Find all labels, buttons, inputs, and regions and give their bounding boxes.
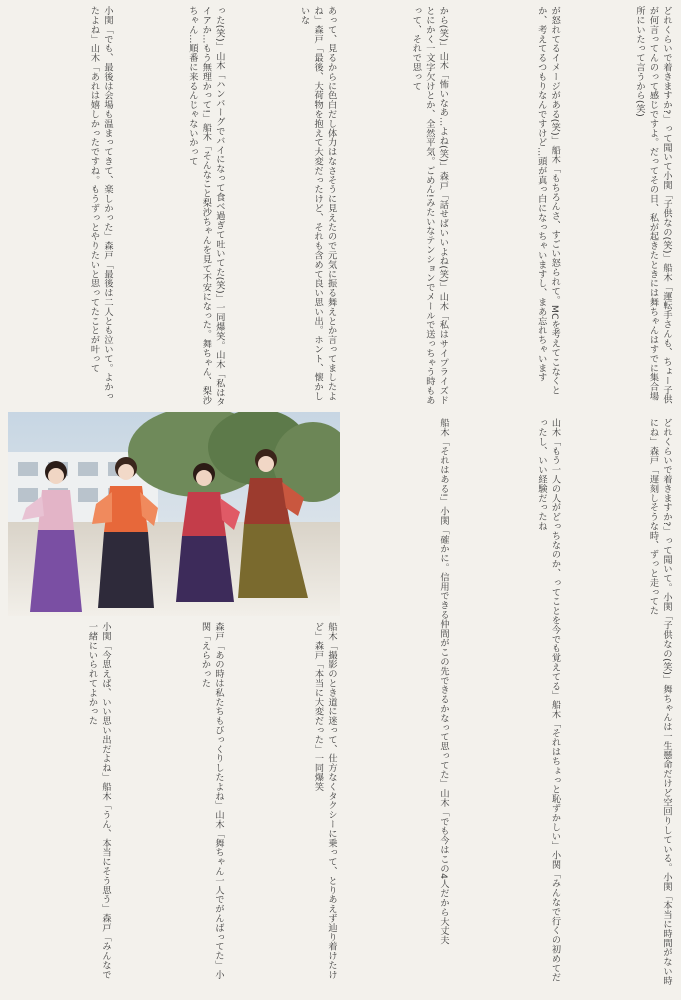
text-column: 森戸「あの時は私たちもびっくりしたよね」山木「舞ちゃん一人でがんばってた」小関「えらかった <box>199 622 224 980</box>
photo-illustration <box>8 412 340 616</box>
text-column: どれくらいで着きますか?」って聞いて。小関「子供なの(笑)」舞ちゃんは一生懸命だけど空回りしている。小関「本当に時間がない時にね」森戸「遅刻しそうな時、ずっと走ってた <box>647 418 672 986</box>
bottom-left-text-area <box>8 622 338 988</box>
text-column: 船木「それはある!」小関「確かに。信用できる仲間がこの先できるかなって思ってた」山木「でも今はこの4人だから大丈夫 <box>438 418 449 945</box>
group-photo <box>8 412 340 616</box>
bottom-right-text-area <box>346 418 673 988</box>
top-text-area <box>8 6 673 408</box>
text-column: 船木「撮影のとき道に迷って、仕方なくタクシーに乗って、とりあえず辿り着けたけど」森戸「本当に大変だった」一同爆笑 <box>312 622 337 980</box>
text-column: どれくらいで着きますか?」って聞いて小関「子供なの(笑)」船木「運転手さんも、ちょー子供が何言ってんのって感じですよ。だってその日、私が起きたときには舞ちゃんはすでに集合場所にいたって言うから(笑) <box>633 6 672 405</box>
text-column: 小関「今思えば、いい思い出だよね」船木「うん、本当にそう思う」森戸「みんなで一緒にいられてよかった <box>86 622 111 980</box>
text-column: 山木「もう一人の人がどっちなのか、ってことを今でも覚えてる」船木「それはちょっと恥ずかしい」小関「みんなで行くの初めてだったし、いい経験だったね <box>536 418 561 982</box>
text-column: あって、見るからに色白だし体力はなさそうに見えたので元気に振る舞えとか言ってましたよね」森戸「最後、大荷物を抱えて大変だったけど、それも含めて良い思い出。ホント、懐かしいな <box>298 6 337 401</box>
text-column: 小関「でも、最後は会場も温まってきて、楽しかった」森戸「最後は二人とも泣いて。よかったよね」山木「あれは嬉しかったですね。もうずっとやりたいと思ってたことが叶って <box>88 6 113 401</box>
text-column: から(笑)」山木「怖いなあ…よね(笑)」森戸「話せばいいよね(笑)」山木「私はサイプライズドとにかく一文字欠けとか、全然平気。ごめん!みたいなテンションでメールで送っちゃう時もあって、それで思って <box>410 6 449 405</box>
text-column: った(笑)」山木「ハンバーグでバイになって食べ過ぎて吐いてた(笑)」一同爆笑。山木「私はタイアか…もう無理かって!」船木「そんなこと梨沙ちゃんを見て不安になった。舞ちゃん、梨沙ちゃん…順番に来るんじゃないかって <box>186 6 225 407</box>
text-column: が怒れてるイメージがある(笑)」船木「もちろんさ、すごい怒られて。MCを考えてこなくとか、考えてるつもりなんですけど…頭が真っ白になっちゃいますし、まあ忘れちゃいます <box>535 6 561 395</box>
